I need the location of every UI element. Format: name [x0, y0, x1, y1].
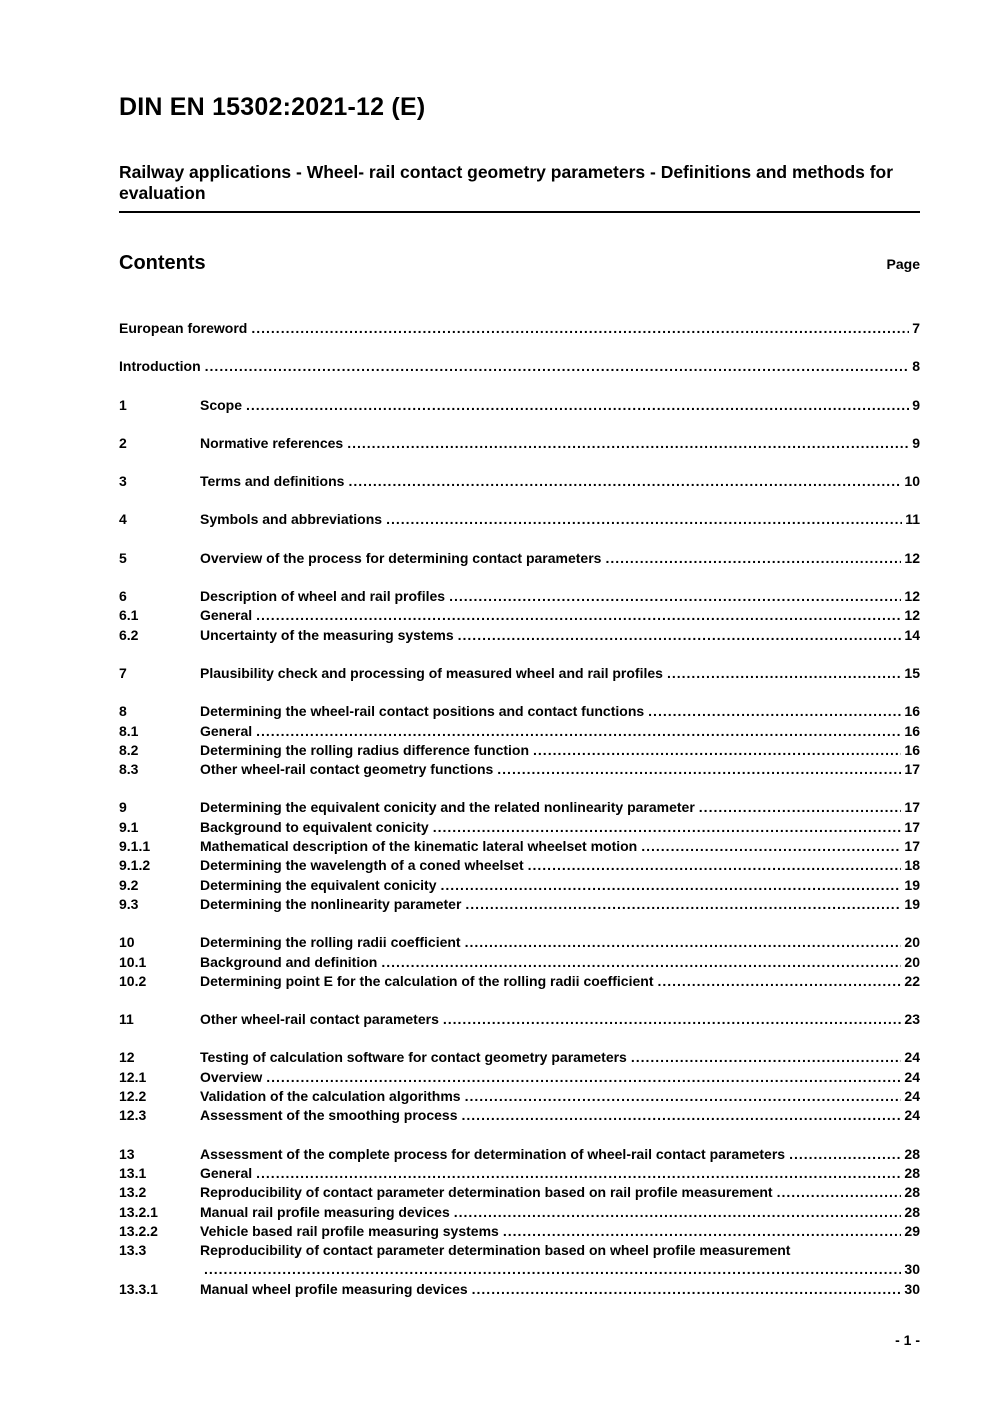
toc-entry-page: 9	[912, 396, 920, 413]
document-subtitle-block	[119, 162, 920, 213]
toc-entry-page: 16	[904, 722, 920, 739]
toc-group	[119, 549, 920, 568]
toc-dot-leader	[454, 1203, 902, 1222]
toc-entry-title: Overview	[200, 1068, 263, 1085]
toc-entry	[119, 664, 920, 683]
toc-entry-line	[119, 1260, 920, 1279]
table-of-contents	[119, 319, 920, 1299]
toc-entry-page: 17	[904, 761, 920, 778]
toc-group	[119, 396, 920, 415]
toc-dot-leader	[246, 396, 909, 415]
toc-entry-page: 12	[904, 607, 920, 624]
toc-dot-leader	[699, 798, 902, 817]
toc-entry-number: 13.2	[119, 1184, 147, 1201]
toc-entry-title: Assessment of the smoothing process	[200, 1107, 458, 1124]
toc-group	[119, 1010, 920, 1029]
toc-entry-line	[119, 1241, 920, 1260]
toc-entry-number: 11	[119, 1011, 134, 1028]
toc-entry-page: 19	[904, 895, 920, 912]
toc-entry-number: 9.1.2	[119, 857, 151, 874]
toc-dot-leader	[204, 1260, 901, 1279]
toc-dot-leader	[266, 1068, 901, 1087]
toc-group	[119, 357, 920, 376]
toc-entry-page: 8	[912, 358, 920, 375]
toc-entry	[119, 972, 920, 991]
toc-entry-title: Determining the equivalent conicity	[200, 876, 437, 893]
toc-entry	[119, 319, 920, 338]
toc-entry	[119, 895, 920, 914]
toc-entry-title: Manual rail profile measuring devices	[200, 1203, 450, 1220]
toc-entry-number: 5	[119, 549, 127, 566]
toc-entry	[119, 1048, 920, 1067]
toc-entry-page: 29	[904, 1222, 920, 1239]
toc-entry	[119, 1106, 920, 1125]
toc-group	[119, 434, 920, 453]
toc-dot-leader	[777, 1183, 902, 1202]
toc-entry	[119, 587, 920, 606]
toc-entry	[119, 741, 920, 760]
toc-entry-page: 30	[904, 1280, 920, 1297]
toc-entry-page: 28	[904, 1184, 920, 1201]
toc-entry	[119, 626, 920, 645]
toc-entry	[119, 396, 920, 415]
toc-entry-number: 13.3	[119, 1242, 147, 1259]
toc-group	[119, 319, 920, 338]
document-subtitle: Railway applications - Wheel- rail contact geometry parameters - Definitions and methods for evaluation	[119, 162, 894, 203]
toc-entry-title: Other wheel-rail contact geometry functions	[200, 761, 494, 778]
toc-entry-page: 19	[904, 876, 920, 893]
toc-entry-number: 10	[119, 934, 135, 951]
toc-entry-number: 9.1.1	[119, 838, 151, 855]
toc-entry-number: 1	[119, 396, 127, 413]
toc-group	[119, 1145, 920, 1299]
toc-dot-leader	[441, 876, 902, 895]
toc-entry-number: 9.3	[119, 895, 139, 912]
document-title: DIN EN 15302:2021-12 (E)	[119, 93, 426, 121]
toc-entry	[119, 1087, 920, 1106]
toc-entry-title: Determining the rolling radius difference function	[200, 741, 530, 758]
toc-entry-number: 9.1	[119, 818, 139, 835]
toc-entry-title: Terms and definitions	[200, 473, 345, 490]
toc-entry-title: Testing of calculation software for contact geometry parameters	[200, 1049, 627, 1066]
toc-entry-number: 10.2	[119, 972, 147, 989]
toc-group	[119, 472, 920, 491]
toc-dot-leader	[648, 702, 901, 721]
toc-dot-leader	[465, 1087, 902, 1106]
toc-entry-number: 8.2	[119, 741, 139, 758]
toc-entry	[119, 818, 920, 837]
toc-entry	[119, 1164, 920, 1183]
toc-entry-page: 17	[904, 818, 920, 835]
toc-entry-title: General	[200, 722, 253, 739]
toc-entry-page: 12	[904, 588, 920, 605]
toc-entry-title: Determining the nonlinearity parameter	[200, 895, 462, 912]
toc-entry	[119, 472, 920, 491]
toc-entry	[119, 953, 920, 972]
toc-entry-number: 12.2	[119, 1088, 147, 1105]
toc-entry-number: 13.1	[119, 1164, 147, 1181]
toc-entry	[119, 1241, 920, 1280]
toc-entry-page: 17	[904, 838, 920, 855]
toc-entry-title: Introduction	[119, 358, 201, 375]
toc-dot-leader	[348, 472, 901, 491]
toc-entry-title: Description of wheel and rail profiles	[200, 588, 446, 605]
toc-entry-page: 14	[904, 626, 920, 643]
toc-dot-leader	[657, 972, 901, 991]
toc-dot-leader	[631, 1048, 902, 1067]
toc-dot-leader	[497, 760, 901, 779]
footer-page-number: - 1 -	[895, 1332, 920, 1348]
toc-entry	[119, 702, 920, 721]
toc-dot-leader	[605, 549, 901, 568]
toc-entry-number: 13.3.1	[119, 1280, 158, 1297]
toc-entry-page: 23	[904, 1011, 920, 1028]
toc-entry	[119, 1203, 920, 1222]
toc-group	[119, 1048, 920, 1125]
toc-dot-leader	[381, 953, 901, 972]
toc-entry	[119, 1068, 920, 1087]
toc-entry	[119, 1280, 920, 1299]
toc-entry-page: 24	[904, 1107, 920, 1124]
toc-entry	[119, 1010, 920, 1029]
toc-entry-title: Manual wheel profile measuring devices	[200, 1280, 468, 1297]
toc-dot-leader	[462, 1106, 902, 1125]
toc-entry	[119, 722, 920, 741]
toc-entry-title: Normative references	[200, 434, 344, 451]
toc-dot-leader	[347, 434, 909, 453]
toc-dot-leader	[528, 856, 902, 875]
toc-group	[119, 933, 920, 991]
toc-entry-title: General	[200, 1164, 253, 1181]
toc-dot-leader	[465, 895, 901, 914]
toc-dot-leader	[472, 1280, 902, 1299]
toc-entry-title: Validation of the calculation algorithms	[200, 1088, 461, 1105]
contents-header-row	[119, 252, 920, 275]
toc-entry-title: Determining the rolling radii coefficient	[200, 934, 461, 951]
toc-entry-number: 6.2	[119, 626, 139, 643]
toc-entry-number: 9	[119, 799, 127, 816]
toc-entry-number: 3	[119, 473, 127, 490]
contents-heading: Contents	[119, 252, 206, 274]
toc-entry-page: 16	[904, 703, 920, 720]
toc-entry	[119, 1222, 920, 1241]
toc-entry-number: 6	[119, 588, 127, 605]
toc-dot-leader	[433, 818, 902, 837]
toc-entry	[119, 1145, 920, 1164]
toc-entry-title: Symbols and abbreviations	[200, 511, 383, 528]
toc-dot-leader	[533, 741, 901, 760]
toc-entry-page: 10	[904, 473, 920, 490]
toc-entry	[119, 434, 920, 453]
toc-entry-title: Vehicle based rail profile measuring systems	[200, 1222, 499, 1239]
toc-dot-leader	[256, 606, 901, 625]
page-column-label: Page	[886, 256, 920, 272]
toc-entry-page: 12	[904, 549, 920, 566]
toc-dot-leader	[386, 510, 902, 529]
toc-entry-number: 8.3	[119, 761, 139, 778]
toc-entry-title: Determining point E for the calculation of the rolling radii coefficient	[200, 972, 654, 989]
toc-entry-page: 11	[905, 511, 920, 528]
toc-group	[119, 664, 920, 683]
toc-dot-leader	[458, 626, 902, 645]
toc-dot-leader	[205, 357, 910, 376]
toc-group	[119, 510, 920, 529]
toc-entry-number: 9.2	[119, 876, 139, 893]
toc-entry	[119, 606, 920, 625]
toc-entry-title: Background and definition	[200, 953, 378, 970]
toc-entry	[119, 1183, 920, 1202]
toc-entry-page: 17	[904, 799, 920, 816]
toc-entry-page: 28	[904, 1203, 920, 1220]
toc-entry	[119, 837, 920, 856]
toc-entry-title: Reproducibility of contact parameter determination based on wheel profile measurement	[200, 1242, 791, 1259]
toc-entry	[119, 933, 920, 952]
toc-entry	[119, 510, 920, 529]
toc-entry-page: 20	[904, 953, 920, 970]
toc-entry-title: Assessment of the complete process for determination of wheel-rail contact parameters	[200, 1145, 786, 1162]
toc-entry-title: Scope	[200, 396, 243, 413]
toc-entry-title: Mathematical description of the kinematic lateral wheelset motion	[200, 838, 638, 855]
toc-entry-page: 9	[912, 434, 920, 451]
toc-entry-title: Background to equivalent conicity	[200, 818, 429, 835]
toc-entry-title: Determining the wavelength of a coned wheelset	[200, 857, 524, 874]
toc-entry-number: 2	[119, 434, 127, 451]
toc-entry-title: Other wheel-rail contact parameters	[200, 1011, 439, 1028]
toc-entry-number: 13.2.1	[119, 1203, 158, 1220]
toc-group	[119, 587, 920, 645]
toc-dot-leader	[443, 1010, 902, 1029]
toc-entry-number: 13.2.2	[119, 1222, 158, 1239]
toc-entry-title: General	[200, 607, 253, 624]
toc-dot-leader	[256, 1164, 901, 1183]
toc-entry-page: 24	[904, 1068, 920, 1085]
toc-entry-page: 24	[904, 1088, 920, 1105]
toc-dot-leader	[465, 933, 902, 952]
toc-dot-leader	[641, 837, 901, 856]
toc-dot-leader	[251, 319, 909, 338]
toc-dot-leader	[256, 722, 901, 741]
toc-entry-page: 22	[904, 972, 920, 989]
toc-dot-leader	[789, 1145, 901, 1164]
toc-entry-title: Overview of the process for determining contact parameters	[200, 549, 602, 566]
toc-dot-leader	[449, 587, 901, 606]
toc-entry-title: Determining the wheel-rail contact positions and contact functions	[200, 703, 645, 720]
toc-entry-page: 7	[912, 320, 920, 336]
toc-entry-page: 28	[904, 1164, 920, 1181]
toc-entry	[119, 798, 920, 817]
toc-dot-leader	[503, 1222, 902, 1241]
toc-group	[119, 702, 920, 779]
toc-entry-page: 28	[904, 1145, 920, 1162]
toc-group	[119, 798, 920, 914]
toc-entry-title: European foreword	[119, 320, 248, 336]
toc-entry-title: Determining the equivalent conicity and the related nonlinearity parameter	[200, 799, 695, 816]
toc-entry-number: 12.1	[119, 1068, 147, 1085]
toc-entry-number: 7	[119, 664, 127, 681]
toc-entry	[119, 760, 920, 779]
toc-entry	[119, 876, 920, 895]
toc-entry-page: 15	[904, 664, 920, 681]
toc-entry-page: 30	[904, 1261, 920, 1278]
toc-entry-number: 13	[119, 1145, 135, 1162]
toc-entry	[119, 357, 920, 376]
toc-entry-number: 10.1	[119, 953, 147, 970]
toc-entry-number: 12	[119, 1049, 135, 1066]
toc-entry-number: 8.1	[119, 722, 139, 739]
toc-entry	[119, 549, 920, 568]
toc-entry-title: Plausibility check and processing of measured wheel and rail profiles	[200, 664, 663, 681]
toc-entry	[119, 856, 920, 875]
toc-entry-number: 6.1	[119, 607, 139, 624]
toc-entry-page: 20	[904, 934, 920, 951]
toc-entry-number: 4	[119, 511, 127, 528]
toc-entry-page: 18	[904, 857, 920, 874]
toc-entry-title: Uncertainty of the measuring systems	[200, 626, 454, 643]
toc-entry-title: Reproducibility of contact parameter determination based on rail profile measurement	[200, 1184, 773, 1201]
toc-entry-page: 24	[904, 1049, 920, 1066]
toc-entry-page: 16	[904, 741, 920, 758]
toc-dot-leader	[667, 664, 901, 683]
toc-entry-number: 8	[119, 703, 127, 720]
toc-entry-number: 12.3	[119, 1107, 147, 1124]
